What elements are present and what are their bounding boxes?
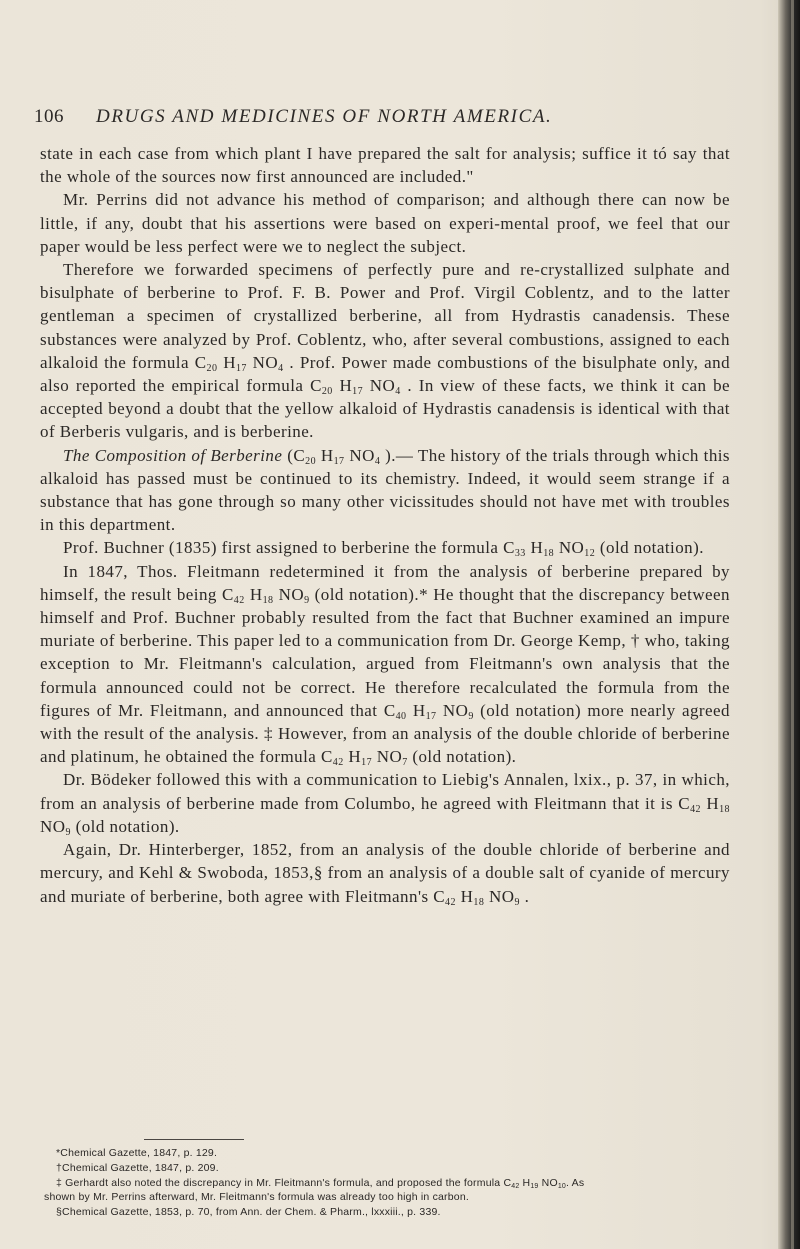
body-text: [40, 142, 730, 908]
chemical-formula: $C_{42}$ $H_{17}$ $NO_7$: [321, 747, 408, 769]
paragraph: Dr. Bödeker followed this with a communication to Liebig's Annalen, lxix., p. 37, in which, from an analysis of berberine made from Columbo, he agreed with Fleitmann that it is $C_{42}$ $H_{18}$ $NO_9$ (old notation).: [40, 770, 730, 838]
footnote-mark: †: [630, 631, 640, 651]
footnote-mark: *: [419, 584, 429, 604]
footnotes: [44, 1146, 734, 1220]
footnote-divider: [144, 1139, 244, 1140]
chemical-formula: $C_{20}$ $H_{17}$ $NO_4$: [310, 376, 401, 398]
page-edge-highlight: [791, 0, 794, 1249]
footnote-mark: §: [313, 863, 323, 883]
footnote-continuation: shown by Mr. Perrins afterward, Mr. Fleitmann's formula was already too high in carbon.: [44, 1191, 469, 1204]
footnote: §Chemical Gazette, 1853, p. 70, from Ann. der Chem. & Pharm., lxxxiii., p. 339.: [56, 1206, 441, 1219]
chemical-formula: $C_{42}$ $H_{19}$ $NO_{10}$: [503, 1176, 566, 1190]
paragraph: Mr. Perrins did not advance his method of comparison; and although there can now be little, if any, doubt that his assertions were based on experi-mental proof, we feel that our paper would be less perfect were we to neglect the subject.: [40, 190, 730, 256]
paragraph: state in each case from which plant I have prepared the salt for analysis; suffice it tó say that the whole of the sources now first announced are included.": [40, 144, 730, 187]
chemical-formula: $C_{40}$ $H_{17}$ $NO_9$: [383, 700, 474, 722]
page-number: 106: [34, 106, 64, 127]
chemical-formula: $C_{42}$ $H_{18}$ $NO_9$: [433, 886, 520, 908]
chemical-formula: $C_{20}$ $H_{17}$ $NO_4$: [293, 445, 381, 467]
paragraph: In 1847, Thos. Fleitmann redetermined it from the analysis of berberine prepared by himself, the result being $C_{42}$ $H_{18}$ $NO_9$ (old notation).* He thought that the discrepancy between himself and Prof. Buchner probably resulted from the fact that Buchner examined an impure muriate of berberine. This paper led to a communication from Dr. George Kemp, † who, taking exception to Mr. Fleitmann's calculation, argued from Fleitmann's own analysis that the formula announced could not be correct. He therefore recalculated the formula from the figures of Mr. Fleitmann, and announced that $C_{40}$ $H_{17}$ $NO_9$ (old notation) more nearly agreed with the result of the analysis. ‡ However, from an analysis of the double chloride of berberine and platinum, he obtained the formula $C_{42}$ $H_{17}$ $NO_7$ (old notation).: [40, 561, 731, 769]
running-title: DRUGS AND MEDICINES OF NORTH AMERICA.: [96, 106, 553, 127]
footnote: ‡ Gerhardt also noted the discrepancy in Mr. Fleitmann's formula, and proposed the formula $C_{42}$ $H_{19}$ $NO_{10}$. As: [56, 1176, 585, 1190]
chemical-formula: $C_{20}$ $H_{17}$ $NO_4$: [194, 352, 284, 374]
footnote: †Chemical Gazette, 1847, p. 209.: [56, 1161, 219, 1174]
page-header: [34, 106, 734, 136]
footnote: *Chemical Gazette, 1847, p. 129.: [56, 1147, 218, 1159]
chemical-formula: $C_{42}$ $H_{18}$ $NO_9$: [40, 793, 730, 838]
page-edge-shadow: [778, 0, 800, 1249]
paragraph: Therefore we forwarded specimens of perfectly pure and re-crystallized sulphate and bisulphate of berberine to Prof. F. B. Power and Prof. Virgil Coblentz, and to the latter gentleman a specimen of crystallized berberine, all from Hydrastis canadensis. These substances were analyzed by Prof. Coblentz, who, after several combustions, assigned to each alkaloid the formula $C_{20}$ $H_{17}$ $NO_4$ . Prof. Power made combustions of the bisulphate only, and also reported the empirical formula $C_{20}$ $H_{17}$ $NO_4$ . In view of these facts, we think it can be accepted beyond a doubt that the yellow alkaloid of Hydrastis canadensis is identical with that of Berberis vulgaris, and is berberine.: [40, 260, 731, 442]
paragraph: Prof. Buchner (1835) first assigned to berberine the formula $C_{33}$ $H_{18}$ $NO_{12}$ (old notation).: [63, 538, 704, 560]
section-heading: The Composition of Berberine: [63, 445, 283, 465]
chemical-formula: $C_{42}$ $H_{18}$ $NO_9$: [221, 584, 310, 606]
footnote-mark: ‡: [263, 724, 274, 744]
chemical-formula: $C_{33}$ $H_{18}$ $NO_{12}$: [503, 538, 596, 560]
paragraph: Again, Dr. Hinterberger, 1852, from an analysis of the double chloride of berberine and mercury, and Kehl & Swoboda, 1853,§ from an analysis of a double salt of cyanide of mercury and muriate of berberine, both agree with Fleitmann's $C_{42}$ $H_{18}$ $NO_9$ .: [40, 840, 730, 908]
paragraph: The Composition of Berberine ($C_{20}$ $H_{17}$ $NO_4$ ).— The history of the trials through which this alkaloid has passed must be continued to its chemistry. Indeed, it would seem strange if a substance that has gone through so many other vicissitudes should not have met with troubles in this department.: [40, 445, 731, 535]
